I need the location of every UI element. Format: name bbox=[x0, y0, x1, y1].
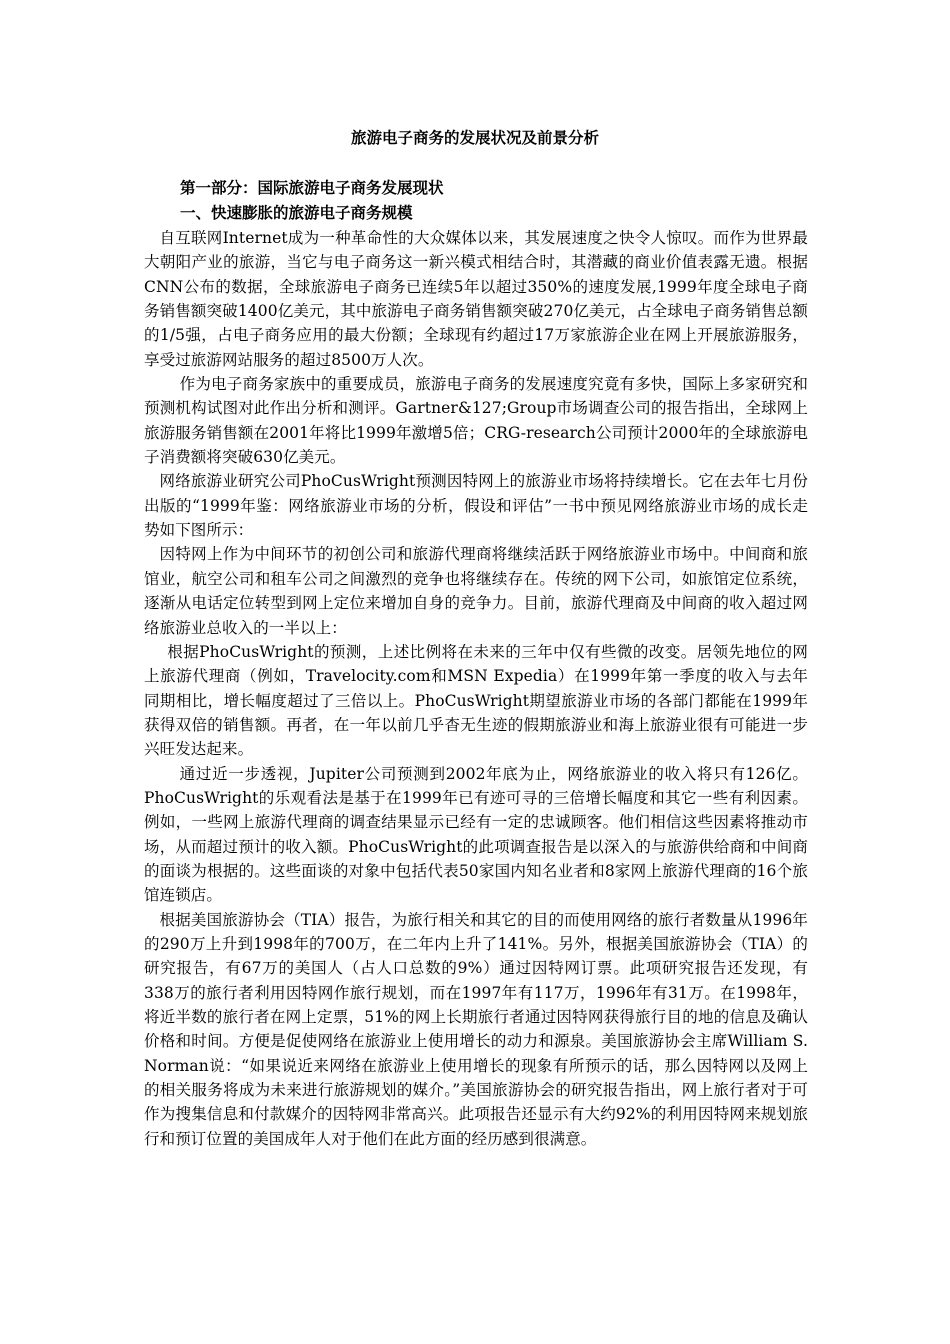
paragraph: 根据美国旅游协会（TIA）报告，为旅行相关和其它的目的而使用网络的旅行者数量从1996年的290万上升到1998年的700万，在二年内上升了141%。另外，根据美国旅游协会（TIA）的研究报告，有67万的美国人（占人口总数的9%）通过因特网订票。此项研究报告还发现，有338万的旅行者利用因特网作旅行规划，而在1997年有117万，1996年有31万。在1998年，将近半数的旅行者在网上定票，51%的网上长期旅行者通过因特网获得旅行目的地的信息及确认价格和时间。方便是促使网络在旅游业上使用增长的动力和源泉。美国旅游协会主席William S. Norman说：“如果说近来网络在旅游业上使用增长的现象有所预示的话，那么因特网以及网上的相关服务将成为未来进行旅游规划的媒介。”美国旅游协会的研究报告指出，网上旅行者对于可作为搜集信息和付款媒介的因特网非常高兴。此项报告还显示有大约92%的利用因特网来规划旅行和预订位置的美国成年人对于他们在此方面的经历感到很满意。 bbox=[144, 910, 808, 1148]
section-heading: 一、快速膨胀的旅游电子商务规模 bbox=[180, 203, 413, 222]
paragraph: 网络旅游业研究公司PhoCusWright预测因特网上的旅游业市场将持续增长。它在去年七月份出版的“1999年鉴：网络旅游业市场的分析，假设和评估”一书中预见网络旅游业市场的成长走势如下图所示： bbox=[144, 472, 808, 540]
paragraph: 作为电子商务家族中的重要成员，旅游电子商务的发展速度究竟有多快，国际上多家研究和预测机构试图对此作出分析和测评。Gartner&127;Group市场调查公司的报告指出，全球网上旅游服务销售额在2001年将比1999年激增5倍；CRG-research公司预计2000年的全球旅游电子消费额将突破630亿美元。 bbox=[144, 375, 808, 467]
body-text bbox=[144, 226, 808, 1151]
paragraph: 根据PhoCusWright的预测，上述比例将在未来的三年中仅有些微的改变。居领先地位的网上旅游代理商（例如，Travelocity.com和MSN Expedia）在1999年第一季度的收入与去年同期相比，增长幅度超过了三倍以上。PhoCusWright期望旅游业市场的各部门都能在1999年获得双倍的销售额。再者，在一年以前几乎杳无生迹的假期旅游业和海上旅游业很有可能进一步兴旺发达起来。 bbox=[144, 642, 808, 759]
paragraph: 因特网上作为中间环节的初创公司和旅游代理商将继续活跃于网络旅游业市场中。中间商和旅馆业，航空公司和租车公司之间激烈的竞争也将继续存在。传统的网下公司，如旅馆定位系统，逐渐从电话定位转型到网上定位来增加自身的竞争力。目前，旅游代理商及中间商的收入超过网络旅游业总收入的一半以上： bbox=[144, 545, 808, 637]
part-heading: 第一部分：国际旅游电子商务发展现状 bbox=[180, 178, 444, 197]
paragraph: 通过近一步透视，Jupiter公司预测到2002年底为止，网络旅游业的收入将只有126亿。PhoCusWright的乐观看法是基于在1999年已有迹可寻的三倍增长幅度和其它一些有利因素。例如，一些网上旅游代理商的调查结果显示已经有一定的忠诚顾客。他们相信这些因素将推动市场，从而超过预计的收入额。PhoCusWright的此项调查报告是以深入的与旅游供给商和中间商的面谈为根据的。这些面谈的对象中包括代表50家国内知名业者和8家网上旅游代理商的16个旅馆连锁店。 bbox=[144, 764, 808, 905]
paragraph: 自互联网Internet成为一种革命性的大众媒体以来，其发展速度之快令人惊叹。而作为世界最大朝阳产业的旅游，当它与电子商务这一新兴模式相结合时，其潜藏的商业价值表露无遗。根据CNN公布的数据，全球旅游电子商务已连续5年以超过350%的速度发展,1999年度全球电子商务销售额突破1400亿美元，其中旅游电子商务销售额突破270亿美元，占全球电子商务销售总额的1/5强，占电子商务应用的最大份额；全球现有约超过17万家旅游企业在网上开展旅游服务，享受过旅游网站服务的超过8500万人次。 bbox=[144, 229, 808, 369]
document-title: 旅游电子商务的发展状况及前景分析 bbox=[350, 128, 599, 147]
